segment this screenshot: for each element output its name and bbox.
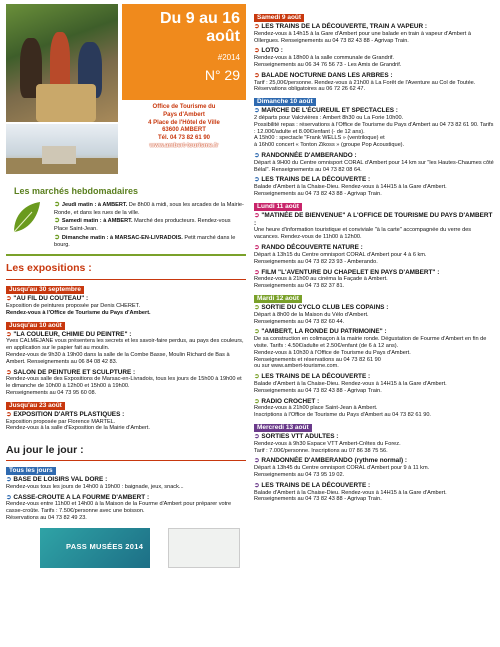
event-text: Renseignements au 04 73 82 43 88 - Agrivap Train. [254,387,382,394]
event-text: Renseignements et réservations au 04 73 82 61 90 [254,356,381,363]
office-info [122,104,246,151]
arrow-icon: ➲ [254,107,260,115]
event-title: "AMBERT, LA RONDE DU PATRIMOINE" : [261,328,387,336]
event-text: Renseignements au 04 73 82 43 88 - Agrivap Train. [254,191,382,198]
event-text: Balade d'Ambert à la Chaise-Dieu. Rendez-vous à 14H15 à la Gare d'Ambert. [254,489,447,496]
marches-title: Les marchés hebdomadaires [14,186,139,196]
jour-section [6,444,246,568]
event-item [254,72,494,93]
arrow-icon: ➲ [54,200,60,208]
event-text: Renseignements au 04 73 82 37 81. [254,283,345,290]
arrow-icon: ➲ [254,211,260,219]
office-line: Pays d'Ambert [163,111,205,118]
event-text: Rendez-vous à 21h00 au cinéma la Façade à Ambert. [254,276,388,283]
event-item [254,212,494,241]
date-tag: Dimanche 10 août [254,98,316,106]
event-item [254,398,494,419]
event-item [254,244,494,265]
date-tag: Mardi 12 août [254,295,302,303]
event-title: LES TRAINS DE LA DÉCOUVERTE : [261,481,371,489]
divider [6,279,246,281]
event-item [254,269,494,290]
issue-number: N° 29 [204,66,240,83]
event-text: Tarif : 25,00€/personne. Rendez-vous à 21h00 à La Forêt de l'Aventure au Col de Toutée. Réservations obligatoires au 06 72 26 62 47. [254,79,476,93]
event-text: Rendez-vous à 9h30 Espace VTT Ambert-Crêtes du Forez. [254,440,401,447]
event-item [254,23,494,44]
date-tag: Jusqu'au 23 août [6,402,65,410]
event-text: Renseignements au 04 73 82 60 44. [254,318,345,325]
pass-card-image [168,528,240,568]
arrow-icon: ➲ [254,244,260,252]
expo-item: Jusqu'au 10 août ➲ "LA COULEUR, CHIMIE DU PEINTRE" : Yves CALMEJANE vous présentera les secrets et les savoir-faire perdus, au pays des couleurs, en application sur le papier fait au moulin. Rendez-vous de 9h30 à 19h00 dans la salle de la Combe Basse, Moulin Richard de Bas à Ambert. Renseignements au 06 84 08 42 83. [6,321,244,365]
expo-item: ➲ SALON DE PEINTURE ET SCULPTURE : Rendez-vous salle des Expositions de Marsac-en-Livradois, tous les jours de 15h00 à 19h00 et le dimanche de 10h00 à 12h00 et 15h00 à 19h00. Renseignements au 04 73 95 60 08. [6,368,242,397]
date-tag: Samedi 9 août [254,14,304,22]
arrow-icon: ➲ [6,330,12,338]
event-item [254,47,494,68]
date-tag: Mercredi 13 août [254,424,312,432]
event-text: Renseignements au 04 73 95 19 02. [254,472,345,479]
event-item [254,457,494,478]
expo-item: Jusqu'au 30 septembre ➲ "AU FIL DU COUTEAU" : Exposition de peintures proposée par Denis CHERET. Rendez-vous à l'Office de Tourisme du Pays d'Ambert. [6,286,151,316]
header-photo [6,4,118,122]
event-title: LES TRAINS DE LA DÉCOUVERTE, TRAIN A VAPEUR : [261,22,428,30]
event-item [254,482,494,503]
expositions-section [6,262,246,432]
issue-date-line1: Du 9 au 16 [159,10,240,27]
office-line: 63600 AMBERT [162,127,206,134]
expositions-title: Les expositions : [6,262,92,274]
event-text: Possibilité repas : réservations à l'Office de Tourisme du Pays d'Ambert au 04 73 82 61 90. Tarifs : 12.00€/adulte et 8.00€/enfant (- de 12 ans). [254,121,494,135]
event-title: MARCHE DE L'ÉCUREUIL ET SPECTACLES : [261,107,398,115]
right-column [254,12,494,506]
marche-item: ➲ Jeudi matin : à AMBERT. De 8h00 à midi, sous les arcades de la Mairie-Ronde, et dans les rues de la ville. [54,200,244,216]
event-item [254,107,494,149]
event-text: Départ à 13h45 du Centre omnisport CORAL d'Ambert pour 9 à 11 km. [254,465,430,472]
arrow-icon: ➲ [6,493,12,501]
office-line: 4 Place de l'Hôtel de Ville [148,119,220,126]
header-photo-landscape [6,124,118,174]
arrow-icon: ➲ [6,368,12,376]
arrow-icon: ➲ [254,47,260,55]
arrow-icon: ➲ [254,328,260,336]
event-title: SORTIES VTT ADULTES : [261,432,339,440]
event-item [254,304,494,325]
jour-title: Au jour le jour : [6,444,246,461]
event-title: LES TRAINS DE LA DÉCOUVERTE : [261,373,371,381]
event-title: RANDONNÉE D'AMBERANDO : [261,152,357,160]
event-text: Départ à 8h00 de la Maison du Vélo d'Ambert. [254,311,369,318]
arrow-icon: ➲ [254,71,260,79]
event-text: Renseignements au 04 73 82 43 88 - Agrivap Train. [254,496,382,503]
jour-item: ➲ CASSE-CROUTE A LA FOURME D'AMBERT : Rendez-vous entre 11h00 et 14h00 à la Maison de la Fourme d'Ambert pour préparer votre casse-croûte. Tarifs : 7.50€/personne avec une boisson. Réservations au 04 73 82 49 23. [6,493,232,522]
event-text: Départ à 9H00 du Centre omnisport CORAL d'Ambert pour 14 km sur "les Hautes-Chaumes côté Bélal". Renseignements au 04 73 82 08 64. [254,159,494,173]
event-title: LES TRAINS DE LA DÉCOUVERTE : [261,176,371,184]
pass-label: PASS MUSÉES 2014 [66,541,144,551]
marche-item: ➲ Dimanche matin : à MARSAC-EN-LIVRADOIS. Petit marché dans le bourg. [54,233,236,249]
office-line: Tél. 04 73 82 61 90 [157,135,211,142]
event-text: Tarif : 7.00€/personne. Inscriptions au 07 86 38 75 56. [254,447,388,454]
jour-item: ➲ BASE DE LOISIRS VAL DORE : Rendez-vous tous les jours de 14h00 à 19h00 : baignade, jeux, snack... [6,475,184,490]
event-text: Balade d'Ambert à la Chaise-Dieu. Rendez-vous à 14H15 à la Gare d'Ambert. [254,381,447,387]
event-title: SORTIE DU CYCLO CLUB LES COPAINS : [261,303,389,311]
date-tag: Jusqu'au 10 août [6,322,65,330]
office-website[interactable]: www.ambert-tourisme.fr [149,142,219,149]
event-text: Rendez-vous à 14h15 à la Gare d'Ambert pour une balade en train à vapeur d'Ambert à Ollergues. Renseignements au 04 73 82 43 88 - Agrivap Train. [254,30,472,44]
marches-section [6,186,246,256]
arrow-icon: ➲ [254,432,260,440]
header [6,4,246,174]
arrow-icon: ➲ [254,373,260,381]
arrow-icon: ➲ [6,475,12,483]
event-item [254,152,494,173]
pass-musees-image [40,528,150,568]
date-tag: Tous les jours [6,467,56,475]
issue-year: #2014 [217,52,240,62]
event-title: FILM "L'AVENTURE DU CHAPELET EN PAYS D'AMBERT" : [261,268,440,276]
arrow-icon: ➲ [254,481,260,489]
issue-box [122,4,246,100]
event-text: Rendez-vous à 18h00 à la salle communale de Grandrif. [254,55,394,62]
event-title: BALADE NOCTURNE DANS LES ARBRES : [261,71,393,79]
arrow-icon: ➲ [54,233,60,241]
arrow-icon: ➲ [254,268,260,276]
event-text: Renseignements au 04 73 82 23 93 - Amberando. [254,258,378,265]
arrow-icon: ➲ [254,397,260,405]
event-text: ou sur www.ambert-tourisme.com. [254,363,339,370]
expo-item: Jusqu'au 23 août ➲ EXPOSITION D'ARTS PLASTIQUES : Exposition proposée par Florence MARTEL. Rendez-vous à la salle d'Exposition de la Mairie d'Ambert. [6,401,150,432]
event-title: RANDO DÉCOUVERTE NATURE : [261,244,363,252]
event-item [254,373,494,394]
issue-date-line2: août [206,28,240,46]
event-title: RANDONNÉE D'AMBERANDO (rythme normal) : [261,457,408,465]
leaf-icon [10,200,42,236]
event-item [254,433,494,454]
event-text: Une heure d'information touristique et conviviale "à la carte" accompagnée du verre des vacances. Rendez-vous de 11h00 à 12h00. [254,227,472,241]
event-title: LOTO : [261,47,283,55]
arrow-icon: ➲ [54,217,60,225]
event-title: "MATINÉE DE BIENVENUE" A L'OFFICE DE TOURISME DU PAYS D'AMBERT : [254,211,493,227]
arrow-icon: ➲ [6,410,12,418]
event-item [254,328,494,370]
event-text: Inscriptions à l'Office de Tourisme du Pays d'Ambert au 04 73 82 61 90. [254,412,431,419]
event-title: RADIO CROCHET : [261,397,320,405]
event-item [254,176,494,197]
arrow-icon: ➲ [254,457,260,465]
arrow-icon: ➲ [254,22,260,30]
arrow-icon: ➲ [6,295,12,303]
event-text: De sa construction en colimaçon à la mairie ronde. Dégustation de Fourme d'Ambert en fin de visite. Tarifs : 4.50€/adulte et 2.50€/enfant (de 6 à 12 ans). [254,336,487,349]
event-text: Balade d'Ambert à la Chaise-Dieu. Rendez-vous à 14H15 à la Gare d'Ambert. [254,184,447,191]
divider [6,254,246,256]
event-text: à 16h00 concert « Tonton Zikoss » (groupe Pop Acoustique). [254,142,405,149]
arrow-icon: ➲ [254,152,260,160]
event-text: Rendez-vous à 10h30 à l'Office de Tourisme du Pays d'Ambert. [254,349,411,356]
left-column [6,4,246,568]
arrow-icon: ➲ [254,176,260,184]
marche-item: ➲ Samedi matin : à AMBERT. Marché des producteurs. Rendez-vous Place Saint-Jean. [54,217,231,232]
date-tag: Jusqu'au 30 septembre [6,286,84,294]
event-text: Départ à 13h15 du Centre omnisport CORAL d'Ambert pour 4 à 6 km. [254,251,427,258]
office-line: Office de Tourisme du [152,104,216,110]
event-text: A 15h00 : spectacle "Frank WELLS » (ventriloque) et [254,135,385,142]
event-text: Renseignements au 06 34 76 56 73 - Les Amis de Grandrif. [254,61,402,68]
arrow-icon: ➲ [254,303,260,311]
date-tag: Lundi 11 août [254,203,302,211]
event-text: Rendez-vous à 21h00 place Saint-Jean à Ambert. [254,405,378,412]
event-text: 2 départs pour Valcivières : Ambert 8h30 ou La Forie 10h00. [254,114,404,121]
